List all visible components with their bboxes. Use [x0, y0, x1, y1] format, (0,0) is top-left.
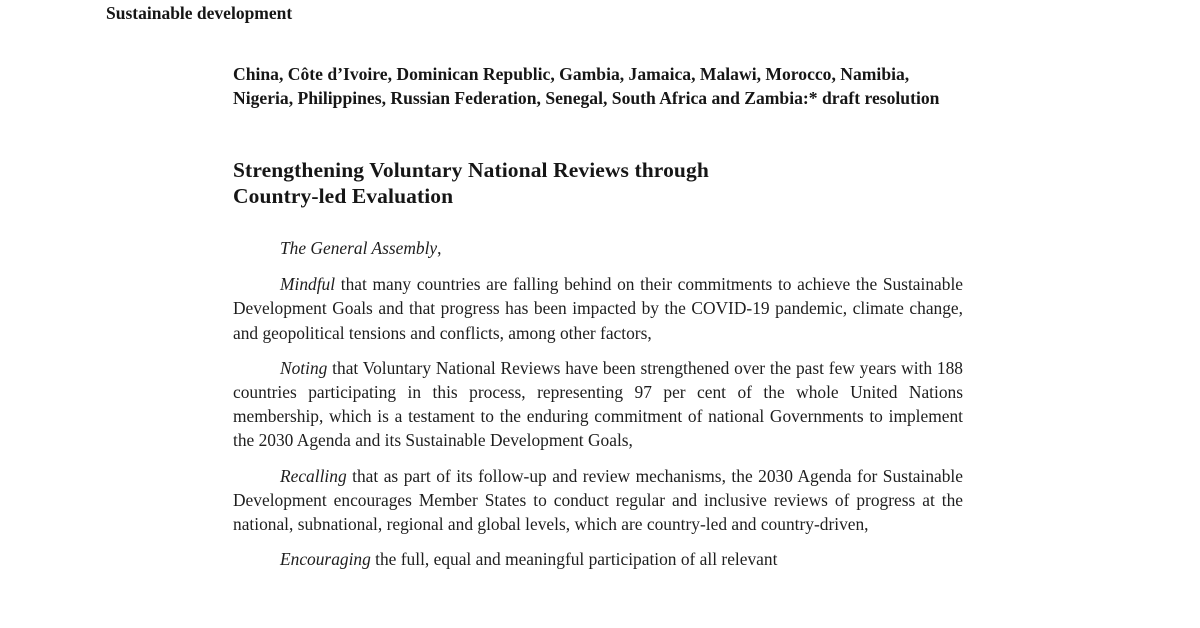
- resolution-title-line-1: Strengthening Voluntary National Reviews through: [233, 158, 709, 182]
- opening-clause-punct: ,: [437, 238, 442, 258]
- opening-clause: [233, 236, 963, 260]
- preambular-text: the full, equal and meaningful participation of all relevant: [370, 549, 778, 570]
- resolution-body: [233, 236, 963, 582]
- preambular-paragraph: [233, 464, 963, 537]
- preambular-text: that as part of its follow-up and review mechanisms, the 2030 Agenda for Sustainable Development encourages Member States to conduct regular and inclusive reviews of progress at the national, subnational, regional and global levels, which are country-led and country-driven,: [233, 465, 963, 535]
- preambular-paragraph: [233, 547, 963, 571]
- preambular-paragraph: [233, 272, 963, 345]
- agenda-item-heading: Sustainable development: [106, 3, 293, 23]
- preambular-text: that Voluntary National Reviews have been strengthened over the past few years with 188 countries participating in this process, representing 97 per cent of the whole United Nations membership, which is a testament to the enduring commitment of national Governments to implement the 2030 Agenda and its Sustainable Development Goals,: [233, 357, 963, 451]
- preambular-lead-word: Mindful: [280, 274, 336, 295]
- preambular-lead-word: Noting: [280, 357, 328, 378]
- resolution-title: [233, 157, 873, 209]
- sponsors-line: China, Côte d’Ivoire, Dominican Republic, Gambia, Jamaica, Malawi, Morocco, Namibia, Nigeria, Philippines, Russian Federation, Senegal, South Africa and Zambia:* draft resolution: [233, 64, 940, 108]
- preambular-lead-word: Recalling: [280, 465, 347, 486]
- preambular-paragraph: [233, 356, 963, 453]
- preambular-text: that many countries are falling behind on their commitments to achieve the Sustainable Development Goals and that progress has been impacted by the COVID-19 pandemic, climate change, and geopolitical tensions and conflicts, among other factors,: [233, 274, 963, 343]
- opening-clause-subject: The General Assembly: [280, 238, 438, 258]
- preambular-lead-word: Encouraging: [280, 549, 371, 570]
- resolution-title-line-2: Country-led Evaluation: [233, 184, 454, 208]
